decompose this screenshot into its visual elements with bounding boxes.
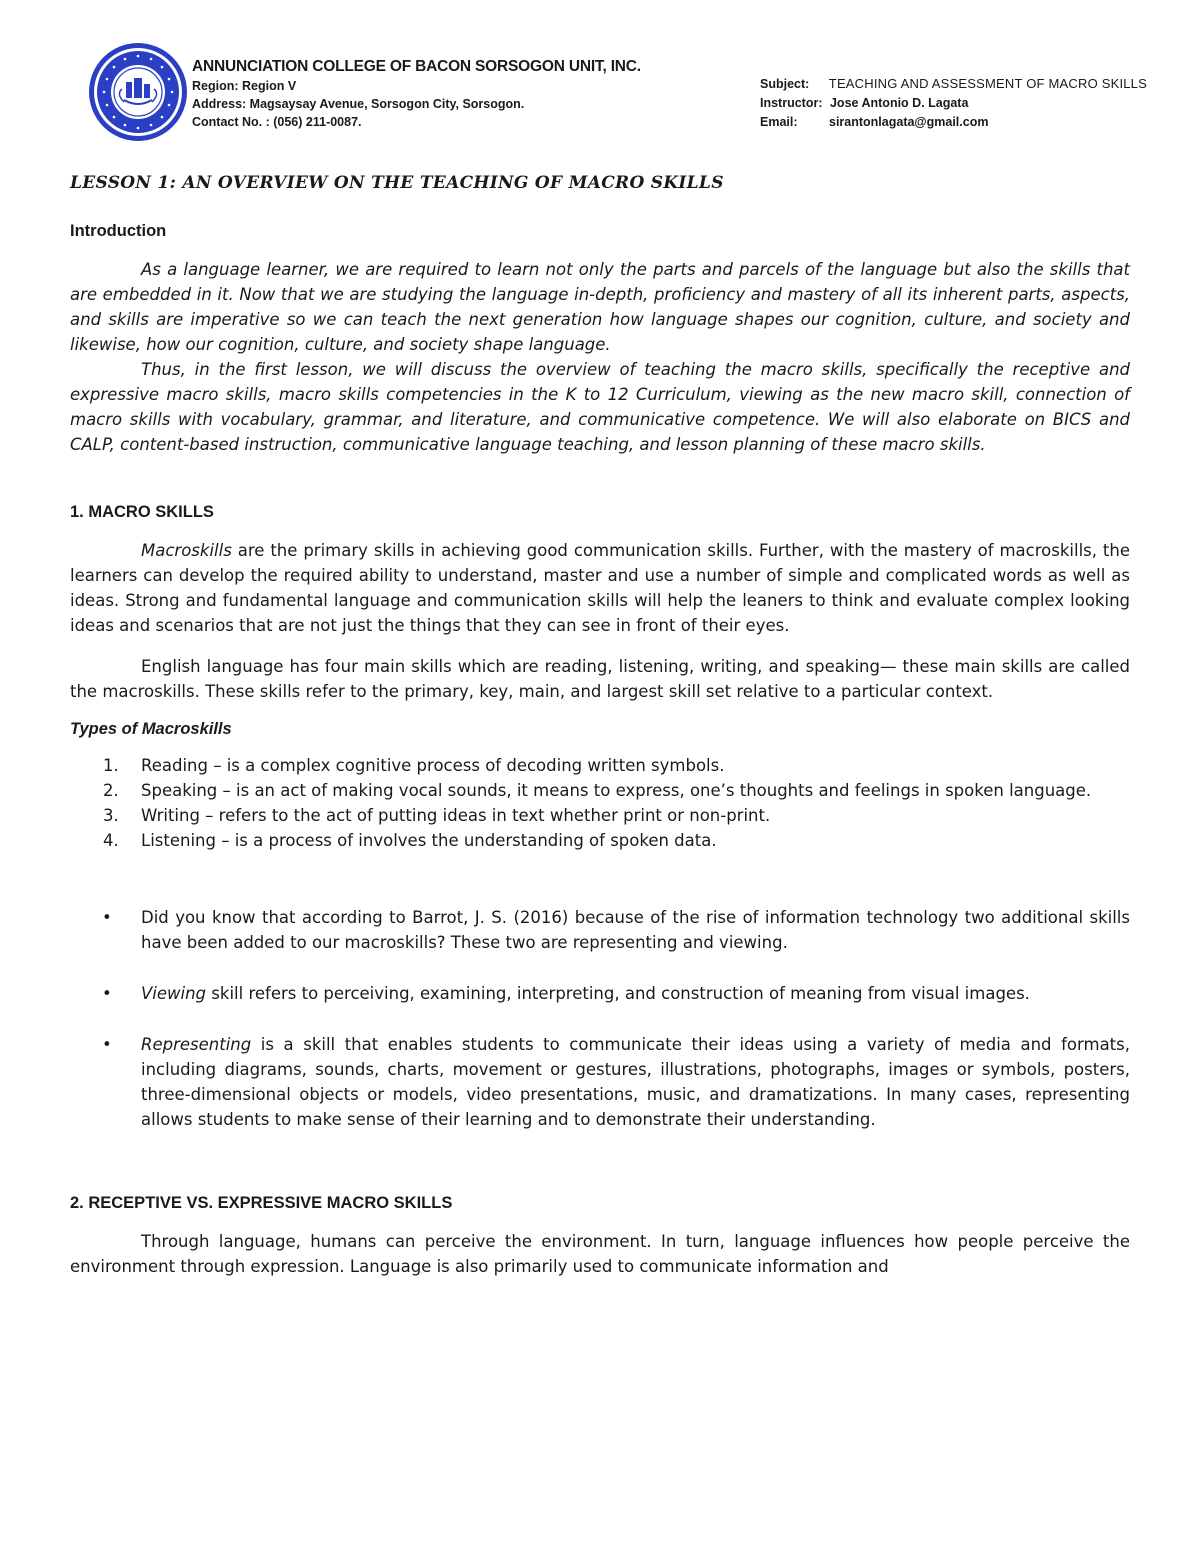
list-item: • Representing is a skill that enables students to communicate their ideas using a variety of media and formats, including diagrams, sounds, charts, movement or gestures, illustrations, photographs, images or symbols, posters, three-dimensional objects or models, video presentations, music, and dramatizations. In many cases, representing allows students to make sense of their learning and to demonstrate their understanding. [102,1035,1130,1129]
email-value: sirantonlagata@gmail.com [829,115,989,129]
instructor-label: Instructor: [760,96,823,110]
viewing-definition: skill refers to perceiving, examining, interpreting, and construction of meaning from visual images. [206,984,1030,1003]
instructor-value: Jose Antonio D. Lagata [829,96,969,110]
school-info [192,58,641,131]
section-2-heading: 2. RECEPTIVE VS. EXPRESSIVE MACRO SKILLS [70,1194,453,1212]
additional-skills-list [70,905,1130,1132]
macroskills-paragraph [70,538,1130,638]
school-name: ANNUNCIATION COLLEGE OF BACON SORSOGON UNIT, INC. [192,58,641,75]
section-2-paragraph: Through language, humans can perceive the environment. In turn, language influences how people perceive the environment through expression. Language is also primarily used to communicate information and [70,1232,1130,1276]
subject-label: Subject: [760,77,810,91]
email-row [760,113,1147,132]
section-1-heading: 1. MACRO SKILLS [70,503,214,521]
subject-value: TEACHING AND ASSESSMENT OF MACRO SKILLS [828,76,1147,91]
list-item: 1. Reading – is a complex cognitive process of decoding written symbols. [103,756,725,775]
email-label: Email: [760,115,798,129]
four-skills-paragraph: English language has four main skills which are reading, listening, writing, and speaking— these main skills are called the macroskills. These skills refer to the primary, key, main, and largest skill set relative to a particular context. [70,657,1130,701]
representing-definition: is a skill that enables students to communicate their ideas using a variety of media and formats, including diagrams, sounds, charts, movement or gestures, illustrations, photographs, images or symbols, posters, three-dimensional objects or models, video presentations, music, and dramatizations. In many cases, representing allows students to make sense of their learning and to demonstrate their understanding. [141,1035,1130,1129]
document-body [70,170,1130,1279]
macroskills-term: Macroskills [141,541,232,560]
document-header [0,0,1200,150]
list-item: 2. Speaking – is an act of making vocal sounds, it means to express, one’s thoughts and feelings in spoken language. [103,781,1092,800]
list-item: 4. Listening – is a process of involves the understanding of spoken data. [103,831,717,850]
intro-paragraph-1: As a language learner, we are required to learn not only the parts and parcels of the language but also the skills that are embedded in it. Now that we are studying the language in-depth, proficiency and mastery of all its inherent parts, aspects, and skills are imperative so we can teach the next generation how language shapes our cognition, culture, and society and likewise, how our cognition, culture, and society shape language. [70,260,1130,354]
list-item: • Did you know that according to Barrot, J. S. (2016) because of the rise of information technology two additional skills have been added to our macroskills? These two are representing and viewing. [102,908,1130,952]
intro-heading: Introduction [70,222,167,240]
viewing-term: Viewing [141,984,207,1003]
course-meta [760,74,1147,132]
macroskills-definition: are the primary skills in achieving good communication skills. Further, with the mastery of macroskills, the learners can develop the required ability to understand, master and use a number of simple and complicated words as well as ideas. Strong and fundamental language and communication skills will help the leaners to think and evaluate complex looking ideas and scenarios that are not just the things that they can see in front of their eyes. [70,541,1130,635]
types-heading: Types of Macroskills [70,720,232,738]
list-item: 3. Writing – refers to the act of putting ideas in text whether print or non-print. [103,806,771,825]
intro-paragraph-2: Thus, in the first lesson, we will discuss the overview of teaching the macro skills, specifically the receptive and expressive macro skills, macro skills competencies in the K to 12 Curriculum, viewing as the new macro skill, connection of macro skills with vocabulary, grammar, and literature, and communicative competence. We will also elaborate on BICS and CALP, content-based instruction, communicative language teaching, and lesson planning of these macro skills. [70,360,1130,454]
macroskill-types-list [70,753,1130,853]
school-region: Region: Region V [192,79,297,93]
barrot-fact: Did you know that according to Barrot, J. S. (2016) because of the rise of information technology two additional skills have been added to our macroskills? These two are representing and viewing. [141,908,1130,952]
instructor-row [760,94,1147,113]
representing-term: Representing [141,1035,252,1054]
lesson-title: LESSON 1: AN OVERVIEW ON THE TEACHING OF MACRO SKILLS [70,173,724,193]
subject-row [760,74,1147,94]
school-seal-logo [88,42,188,142]
school-contact: Contact No. : (056) 211-0087. [192,115,362,129]
school-address: Address: Magsaysay Avenue, Sorsogon City, Sorsogon. [192,97,525,111]
list-item: • Viewing skill refers to perceiving, examining, interpreting, and construction of meaning from visual images. [102,984,1030,1003]
